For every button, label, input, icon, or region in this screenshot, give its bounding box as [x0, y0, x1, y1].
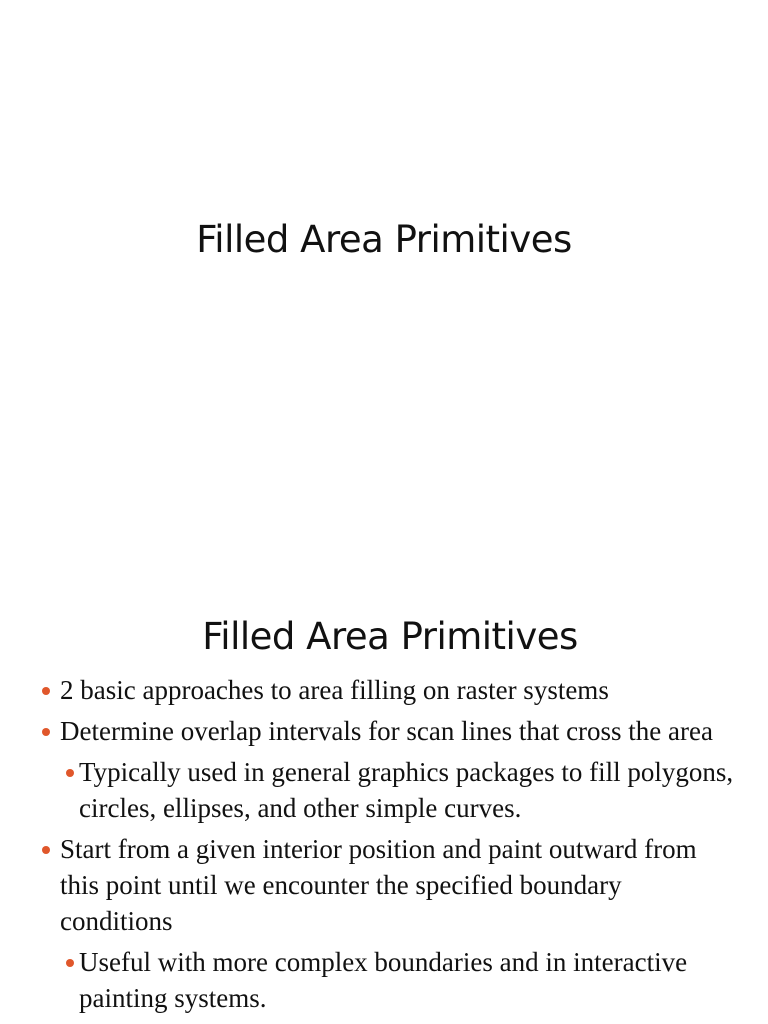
bullet-item [0, 672, 768, 708]
bullet-list [0, 672, 768, 1021]
bullet-text: Determine overlap intervals for scan lines that cross the area [60, 716, 713, 746]
bullet-dot-icon [66, 769, 74, 777]
bullet-text: 2 basic approaches to area filling on raster systems [60, 675, 609, 705]
sub-bullet-item [0, 754, 768, 826]
bullet-dot-icon [66, 959, 74, 967]
sub-bullet-item [0, 944, 768, 1016]
bullet-dot-icon [42, 687, 50, 695]
bullet-text: Typically used in general graphics packages to fill polygons, circles, ellipses, and other simple curves. [79, 757, 734, 823]
bullet-text: Useful with more complex boundaries and in interactive painting systems. [79, 947, 688, 1013]
bullet-item [0, 713, 768, 749]
slide-1-title: Filled Area Primitives [196, 218, 572, 261]
bullet-dot-icon [42, 728, 50, 736]
bullet-item [0, 831, 768, 939]
slide-2-title: Filled Area Primitives [202, 615, 578, 658]
bullet-dot-icon [42, 846, 50, 854]
bullet-text: Start from a given interior position and paint outward from this point until we encounter the specified boundary conditions [60, 834, 697, 936]
